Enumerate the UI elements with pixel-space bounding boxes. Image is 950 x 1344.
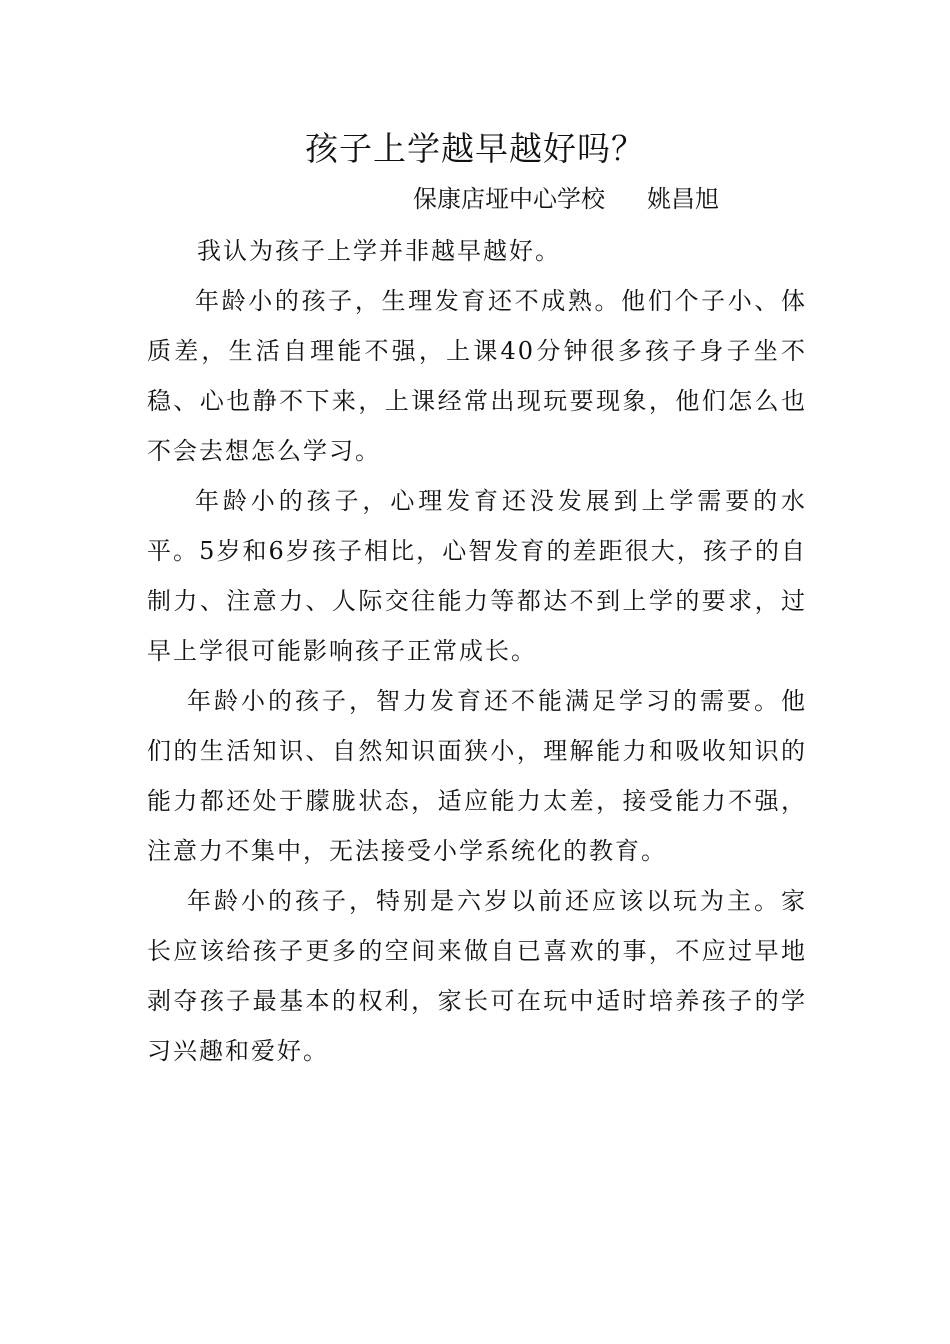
paragraph: 年龄小的孩子，智力发育还不能满足学习的需要。他们的生活知识、自然知识面狭小，理解能力和吸收知识的能力都还处于朦胧状态，适应能力太差，接受能力不强，注意力不集中，无法接受小学系统化的教育。 [147, 687, 807, 865]
author-name: 姚昌旭 [647, 185, 719, 213]
article-body [147, 226, 807, 1076]
document-title: 孩子上学越早越好吗？ [305, 129, 645, 168]
school-name: 保康店垭中心学校 [413, 185, 605, 213]
paragraph: 年龄小的孩子，特别是六岁以前还应该以玩为主。家长应该给孩子更多的空间来做自已喜欢的事，不应过早地剥夺孩子最基本的权利，家长可在玩中适时培养孩子的学习兴趣和爱好。 [147, 887, 807, 1065]
paragraph: 我认为孩子上学并非越早越好。 [197, 237, 561, 265]
paragraph: 年龄小的孩子，心理发育还没发展到上学需要的水平。5岁和6岁孩子相比，心智发育的差距很大，孩子的自制力、注意力、人际交往能力等都达不到上学的要求，过早上学很可能影响孩子正常成长。 [147, 487, 807, 665]
paragraph: 年龄小的孩子，生理发育还不成熟。他们个子小、体质差，生活自理能不强，上课40分钟很多孩子身子坐不稳、心也静不下来，上课经常出现玩要现象，他们怎么也不会去想怎么学习。 [147, 287, 807, 465]
byline [413, 182, 719, 216]
